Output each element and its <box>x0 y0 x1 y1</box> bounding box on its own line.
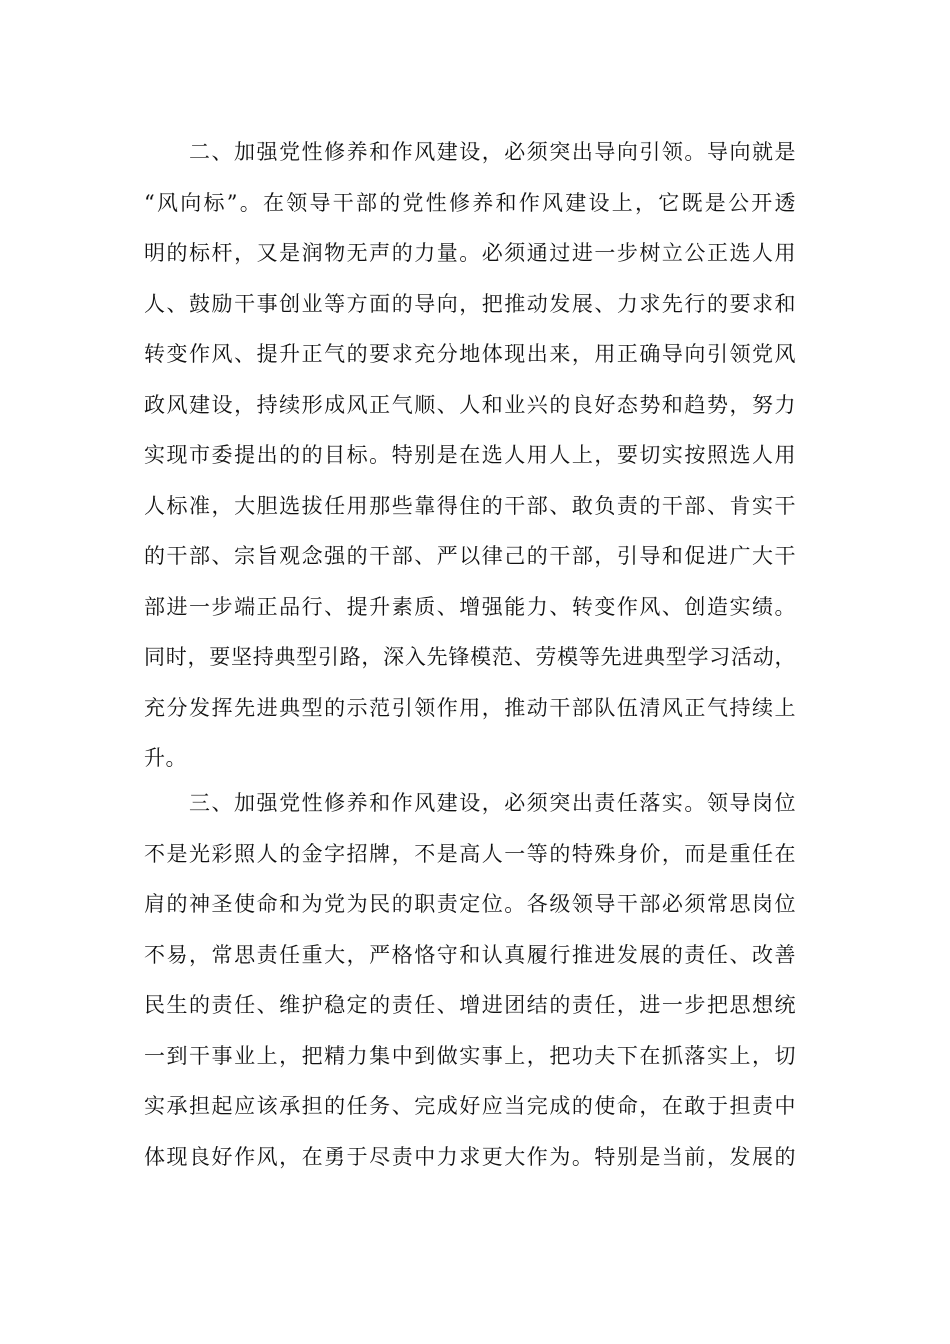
text-line: 升。 <box>144 746 187 770</box>
text-line: 民生的责任、维护稳定的责任、增进团结的责任，进一步把思想统 <box>144 993 796 1017</box>
text-line: 转变作风、提升正气的要求充分地体现出来，用正确导向引领党风 <box>144 342 796 366</box>
text-line: 实承担起应该承担的任务、完成好应当完成的使命，在敢于担责中 <box>144 1094 796 1118</box>
text-line: 充分发挥先进典型的示范引领作用，推动干部队伍清风正气持续上 <box>144 695 796 720</box>
text-line: 人标准，大胆选拔任用那些靠得住的干部、敢负责的干部、肯实干 <box>144 493 796 518</box>
text-line: “风向标”。在领导干部的党性修养和作风建设上，它既是公开透 <box>144 190 796 215</box>
text-line: 部进一步端正品行、提升素质、增强能力、转变作风、创造实绩。 <box>144 594 796 619</box>
text-line: 政风建设，持续形成风正气顺、人和业兴的良好态势和趋势，努力 <box>144 392 796 417</box>
text-line: 实现市委提出的的目标。特别是在选人用人上，要切实按照选人用 <box>144 443 796 467</box>
text-line: 不易，常思责任重大，严格恪守和认真履行推进发展的责任、改善 <box>144 942 796 967</box>
text-line: 同时，要坚持典型引路，深入先锋模范、劳模等先进典型学习活动， <box>144 645 796 669</box>
text-line: 不是光彩照人的金字招牌，不是高人一等的特殊身价，而是重任在 <box>144 841 796 866</box>
text-line: 一到干事业上，把精力集中到做实事上，把功夫下在抓落实上，切 <box>144 1043 796 1068</box>
text-line: 三、加强党性修养和作风建设，必须突出责任落实。领导岗位 <box>189 791 796 815</box>
paragraph-responsibility <box>144 778 796 1182</box>
text-line: 二、加强党性修养和作风建设，必须突出导向引领。导向就是 <box>189 140 796 164</box>
text-line: 明的标杆，又是润物无声的力量。必须通过进一步树立公正选人用 <box>144 241 796 265</box>
text-line: 体现良好作风，在勇于尽责中力求更大作为。特别是当前，发展的 <box>144 1144 796 1169</box>
text-line: 人、鼓励干事创业等方面的导向，把推动发展、力求先行的要求和 <box>144 291 796 316</box>
text-line: 肩的神圣使命和为党为民的职责定位。各级领导干部必须常思岗位 <box>144 892 796 916</box>
paragraph-guidance <box>144 127 796 784</box>
text-line: 的干部、宗旨观念强的干部、严以律己的干部，引导和促进广大干 <box>144 544 796 568</box>
